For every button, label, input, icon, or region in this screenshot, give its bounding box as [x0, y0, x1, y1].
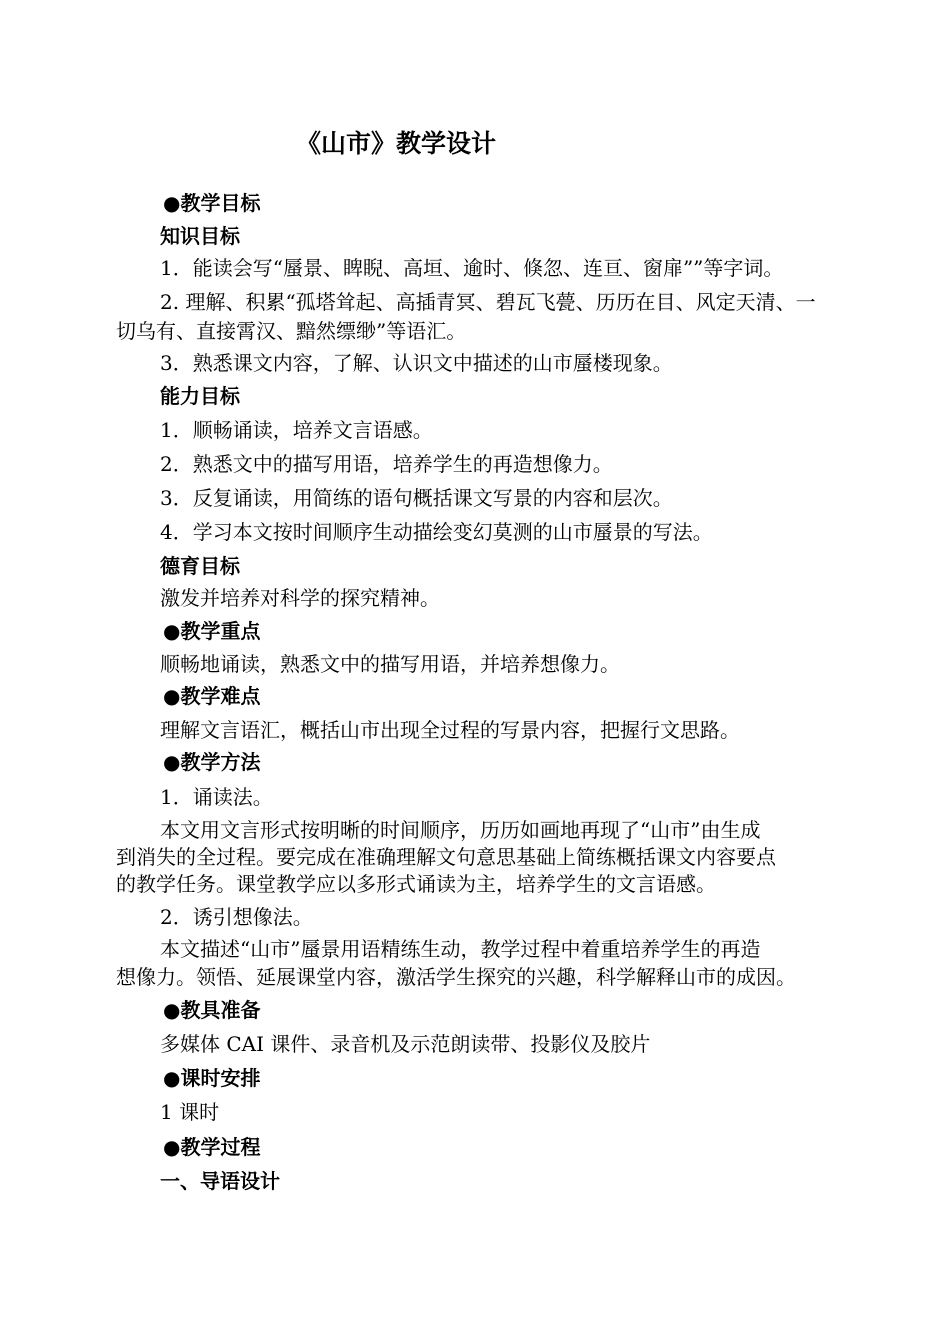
ability-item-2: 2．熟悉文中的描写用语，培养学生的再造想像力。 — [160, 452, 613, 476]
heading-difficulties: ●教学难点 — [163, 684, 261, 708]
knowledge-item-2-line-2: 切乌有、直接霄汉、黯然缥缈”等语汇。 — [116, 319, 467, 343]
heading-teaching-aids: ●教具准备 — [163, 998, 261, 1022]
subheading-knowledge-goals: 知识目标 — [160, 224, 240, 248]
method-item-2: 2．诱引想像法。 — [160, 905, 313, 929]
ability-item-1: 1．顺畅诵读，培养文言语感。 — [160, 418, 433, 442]
key-points-text: 顺畅地诵读，熟悉文中的描写用语，并培养想像力。 — [160, 652, 620, 676]
subheading-moral-goals: 德育目标 — [160, 554, 240, 578]
subheading-ability-goals: 能力目标 — [160, 384, 240, 408]
difficulties-text: 理解文言语汇，概括山市出现全过程的写景内容，把握行文思路。 — [160, 718, 740, 742]
subheading-introduction-design: 一、导语设计 — [160, 1169, 280, 1193]
heading-teaching-process: ●教学过程 — [163, 1135, 261, 1159]
heading-key-points: ●教学重点 — [163, 619, 261, 643]
method-2-desc-line-1: 本文描述“山市”蜃景用语精练生动，教学过程中着重培养学生的再造 — [160, 937, 761, 961]
heading-teaching-methods: ●教学方法 — [163, 750, 261, 774]
class-schedule-text: 1 课时 — [160, 1100, 220, 1124]
knowledge-item-1: 1．能读会写“蜃景、睥睨、高垣、逾时、倏忽、连亘、窗扉””等字词。 — [160, 256, 784, 280]
method-1-desc-line-2: 到消失的全过程。要完成在准确理解文句意思基础上简练概括课文内容要点 — [116, 845, 776, 869]
method-1-desc-line-1: 本文用文言形式按明晰的时间顺序，历历如画地再现了“山市”由生成 — [160, 818, 761, 842]
moral-item-1: 激发并培养对科学的探究精神。 — [160, 586, 440, 610]
method-2-desc-line-2: 想像力。领悟、延展课堂内容，激活学生探究的兴趣，科学解释山市的成因。 — [116, 965, 796, 989]
teaching-aids-text: 多媒体 CAI 课件、录音机及示范朗读带、投影仪及胶片 — [160, 1032, 651, 1056]
page-title: 《山市》教学设计 — [296, 129, 497, 158]
method-item-1: 1．诵读法。 — [160, 785, 273, 809]
heading-teaching-goals: ●教学目标 — [163, 191, 261, 215]
heading-class-schedule: ●课时安排 — [163, 1066, 261, 1090]
ability-item-4: 4．学习本文按时间顺序生动描绘变幻莫测的山市蜃景的写法。 — [160, 520, 713, 544]
ability-item-3: 3．反复诵读，用简练的语句概括课文写景的内容和层次。 — [160, 486, 673, 510]
knowledge-item-3: 3．熟悉课文内容，了解、认识文中描述的山市蜃楼现象。 — [160, 351, 673, 375]
knowledge-item-2-line-1: 2. 理解、积累“孤塔耸起、高插青冥、碧瓦飞甍、历历在目、风定天清、一 — [160, 290, 816, 314]
method-1-desc-line-3: 的教学任务。课堂教学应以多形式诵读为主，培养学生的文言语感。 — [116, 872, 716, 896]
